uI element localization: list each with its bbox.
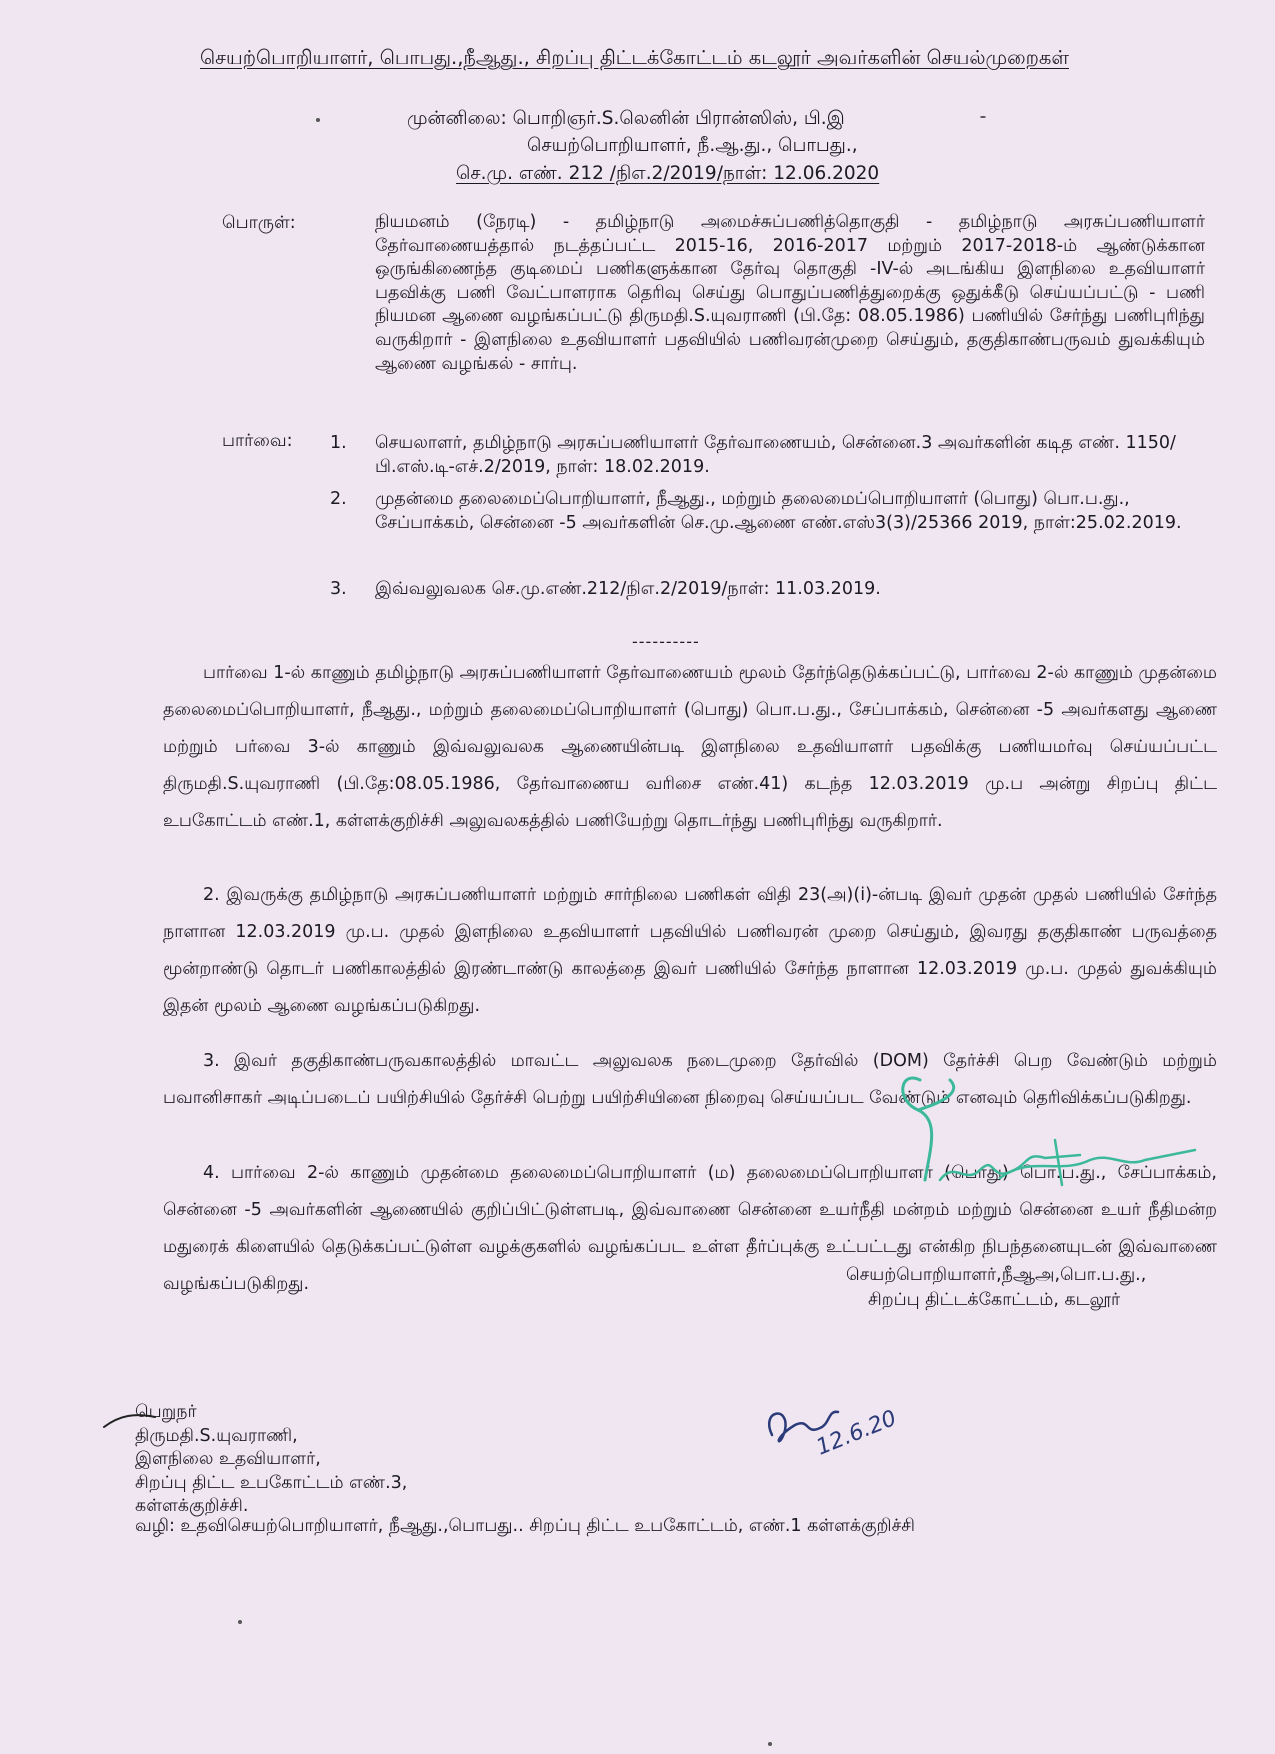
recipient-line: இளநிலை உதவியாளர், [135,1449,321,1469]
pen-stroke-icon [100,1405,160,1435]
recipient-label: பெறுநர் [135,1402,197,1422]
reference-label: பார்வை: [222,431,293,451]
scan-speck [238,1620,242,1624]
presence-line-1: முன்னிலை: பொறிஞர்.S.லெனின் பிரான்ஸிஸ், பி.இ [407,108,845,129]
recipient-block [135,1401,407,1519]
subject-label: பொருள்: [222,213,296,233]
presence-line-2: செயற்பொறியாளர், நீ.ஆ.து., பொபது., [527,135,858,156]
presence-block [407,105,858,159]
scan-speck [316,118,320,122]
body-paragraph-1 [163,655,1217,840]
paragraph-text: 2. இவருக்கு தமிழ்நாடு அரசுப்பணியாளர் மற்றும் சார்நிலை பணிகள் விதி 23(அ)(i)-ன்படி இவர் முதன் முதல் பணியில் சேர்ந்த நாளான 12.03.2019 மு.ப. முதல் இளநிலை உதவியாளர் பதவியில் பணிவரன் முறை செய்தும், இவரது தகுதிகாண் பருவத்தை மூன்றாண்டு தொடர் பணிகாலத்தில் இரண்டாண்டு காலத்தை இவர் பணியில் சேர்ந்த நாளான 12.03.2019 மு.ப. முதல் துவக்கியும் இதன் மூலம் ஆணை வழங்கப்படுகிறது. [163,885,1217,1016]
handwritten-date: 12.6.20 [812,1405,901,1461]
order-number: செ.மு. எண். 212 /நிஎ.2/2019/நாள்: 12.06.2020 [456,163,880,184]
separator: ---------- [632,632,700,651]
signature-icon [780,1060,1200,1210]
recipient-line: கள்ளக்குறிச்சி. [135,1496,249,1516]
reference-number: 2. [330,489,347,509]
subject-text: நியமனம் (நேரடி) - தமிழ்நாடு அமைச்சுப்பணித்தொகுதி - தமிழ்நாடு அரசுப்பணியாளர் தேர்வாணையத்தால் நடத்தப்பட்ட 2015-16, 2016-2017 மற்றும் 2017-2018-ம் ஆண்டுக்கான ஒருங்கிணைந்த குடிமைப் பணிகளுக்கான தேர்வு தொகுதி -IV-ல் அடங்கிய இளநிலை உதவியாளர் பதவிக்கு பணி வேட்பாளராக தெரிவு செய்து பொதுப்பணித்துறைக்கு ஒதுக்கீடு செய்யப்பட்டு - பணி நியமன ஆணை வழங்கப்பட்டு திருமதி.S.யுவராணி (பி.தே: 08.05.1986) பணியில் சேர்ந்து பணிபுரிந்து வருகிறார் - இளநிலை உதவியாளர் பதவியில் பணிவரன்முறை செய்தும், தகுதிகாண்பருவம் துவக்கியும் ஆணை வழங்கல் - சார்பு. [375,212,1205,374]
scan-speck [768,1742,772,1746]
document-title: செயற்பொறியாளர், பொபது.,நீஆது., சிறப்பு திட்டக்கோட்டம் கடலூர் அவர்களின் செயல்முறைகள் [200,46,1069,69]
via-line: வழி: உதவிசெயற்பொறியாளர், நீஆது.,பொபது.. சிறப்பு திட்ட உபகோட்டம், எண்.1 கள்ளக்குறிச்சி [135,1516,915,1536]
reference-text: இவ்வலுவலக செ.மு.எண்.212/நிஎ.2/2019/நாள்: 11.03.2019. [375,579,881,599]
signatory-designation [846,1263,1146,1313]
paragraph-text: 4. பார்வை 2-ல் காணும் முதன்மை தலைமைப்பொறியாளர் (ம) தலைமைப்பொறியாளர் (பொது) பொ.ப.து., சேப்பாக்கம், சென்னை -5 அவர்களின் ஆணையில் குறிப்பிட்டுள்ளபடி, இவ்வாணை சென்னை உயர்நீதி மன்றம் மற்றும் சென்னை உயர் நீதிமன்ற மதுரைக் கிளையில் தெடுக்கப்பட்டுள்ள வழக்குகளில் வழங்கப்பட உள்ள தீர்ப்புக்கு உட்பட்டது என்கிற நிபந்தனையுடன் இவ்வாணை வழங்கப்படுகிறது. [163,1163,1217,1294]
recipient-line: சிறப்பு திட்ட உபகோட்டம் எண்.3, [135,1472,408,1493]
handwritten-initial-icon [750,1380,950,1480]
reference-text: முதன்மை தலைமைப்பொறியாளர், நீஆது., மற்றும் தலைமைப்பொறியாளர் (பொது) பொ.ப.து., சேப்பாக்கம், சென்னை -5 அவர்களின் செ.மு.ஆணை எண்.எஸ்3(3)/25366 2019, நாள்:25.02.2019. [375,489,1182,533]
designation-line-1: செயற்பொறியாளர்,நீஆஅ,பொ.ப.து., [846,1265,1147,1285]
reference-number: 3. [330,579,347,599]
reference-text: செயலாளர், தமிழ்நாடு அரசுப்பணியாளர் தேர்வாணையம், சென்னை.3 அவர்களின் கடித எண். 1150/பி.எஸ்.டி-எச்.2/2019, நாள்: 18.02.2019. [375,433,1176,477]
body-paragraph-2 [163,877,1217,1025]
recipient-line: திருமதி.S.யுவராணி, [135,1425,298,1446]
paragraph-text: 3. இவர் தகுதிகாண்பருவகாலத்தில் மாவட்ட அலுவலக நடைமுறை தேர்வில் (DOM) தேர்ச்சி பெற வேண்டும் மற்றும் பவானிசாகர் அடிப்படைப் பயிற்சியில் தேர்ச்சி பெற்று பயிற்சியினை நிறைவு செய்யப்பட வேண்டும் எனவும் தெரிவிக்கப்படுகிறது. [163,1051,1217,1108]
designation-line-2: சிறப்பு திட்டக்கோட்டம், கடலூர் [868,1290,1121,1310]
paragraph-text: பார்வை 1-ல் காணும் தமிழ்நாடு அரசுப்பணியாளர் தேர்வாணையம் மூலம் தேர்ந்தெடுக்கப்பட்டு, பார்வை 2-ல் காணும் முதன்மை தலைமைப்பொறியாளர், நீஆது., மற்றும் தலைமைப்பொறியாளர் (பொது) பொ.ப.து., சேப்பாக்கம், சென்னை -5 அவர்களது ஆணை மற்றும் பர்வை 3-ல் காணும் இவ்வலுவலக ஆணையின்படி இளநிலை உதவியாளர் பதவிக்கு பணியமர்வு செய்யப்பட்ட திருமதி.S.யுவராணி (பி.தே:08.05.1986, தேர்வாணைய வரிசை எண்.41) கடந்த 12.03.2019 மு.ப அன்று சிறப்பு திட்ட உபகோட்டம் எண்.1, கள்ளக்குறிச்சி அலுவலகத்தில் பணியேற்று தொடர்ந்து பணிபுரிந்து வருகிறார். [163,663,1217,831]
reference-number: 1. [330,433,347,453]
scan-speck [980,116,986,118]
